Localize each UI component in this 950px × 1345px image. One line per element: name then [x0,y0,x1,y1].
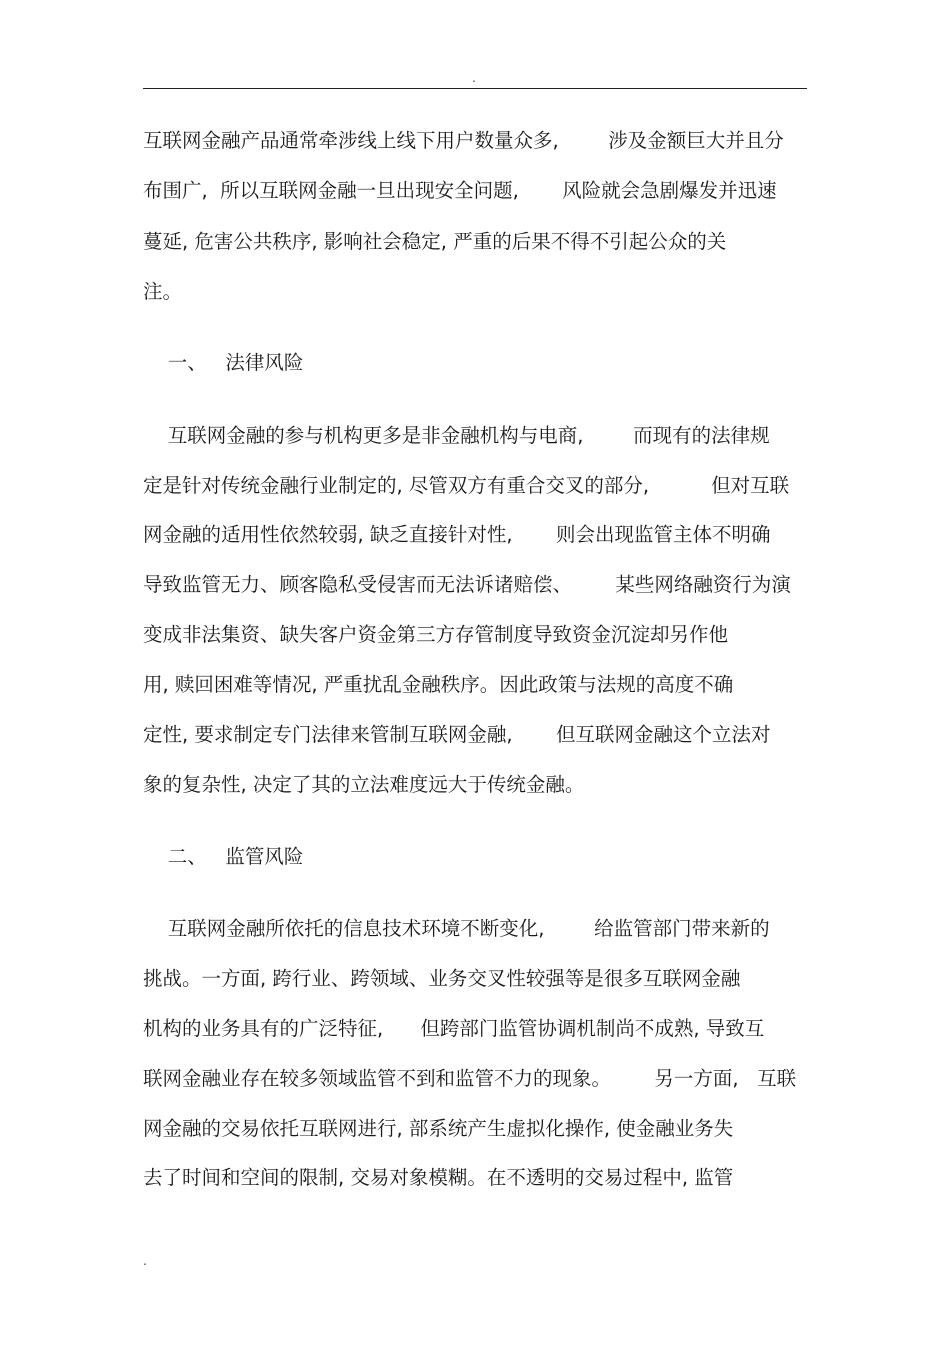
text-line: 互联网金融产品通常牵涉线上线下用户数量众多, 涉及金额巨大并且分 [143,129,784,152]
text-line: 去了时间和空间的限制, 交易对象模糊。在不透明的交易过程中, 监管 [143,1166,734,1189]
text-line: 网金融的适用性依然较弱, 缺乏直接针对性, 则会出现监管主体不明确 [143,523,771,546]
text-line: 挑战。一方面, 跨行业、跨领域、业务交叉性较强等是很多互联网金融 [143,967,741,990]
text-line: 用, 赎回困难等情况, 严重扰乱金融秩序。因此政策与法规的高度不确 [143,673,734,696]
text-line: 象的复杂性, 决定了其的立法难度远大于传统金融。 [143,773,585,796]
header-mark: . [472,71,476,85]
section-heading: 二、 监管风险 [143,845,304,868]
text-line: 互联网金融所依托的信息技术环境不断变化, 给监管部门带来新的 [143,917,770,940]
text-line: 变成非法集资、缺失客户资金第三方存管制度导致资金沉淀却另作他 [143,623,729,646]
text-line: 互联网金融的参与机构更多是非金融机构与电商, 而现有的法律规 [143,424,770,447]
section-heading: 一、 法律风险 [143,351,304,374]
text-line: 布围广, 所以互联网金融一旦出现安全问题, 风险就会急剧爆发并迅速 [143,179,777,202]
text-line: 网金融的交易依托互联网进行, 部系统产生虚拟化操作, 使金融业务失 [143,1117,734,1140]
text-line: 机构的业务具有的广泛特征, 但跨部门监管协调机制尚不成熟, 导致互 [143,1017,765,1040]
footer-mark: . [143,1254,147,1268]
header-rule [143,88,807,89]
text-line: 联网金融业存在较多领域监管不到和监管不力的现象。 另一方面, 互联 [143,1067,797,1090]
text-line: 蔓延, 危害公共秩序, 影响社会稳定, 严重的后果不得不引起公众的关 [143,230,727,253]
text-line: 导致监管无力、顾客隐私受侵害而无法诉诸赔偿、 某些网络融资行为演 [143,573,791,596]
text-line: 定是针对传统金融行业制定的, 尽管双方有重合交叉的部分, 但对互联 [143,474,790,497]
text-line: 定性, 要求制定专门法律来管制互联网金融, 但互联网金融这个立法对 [143,723,771,746]
text-line: 注。 [143,280,183,303]
